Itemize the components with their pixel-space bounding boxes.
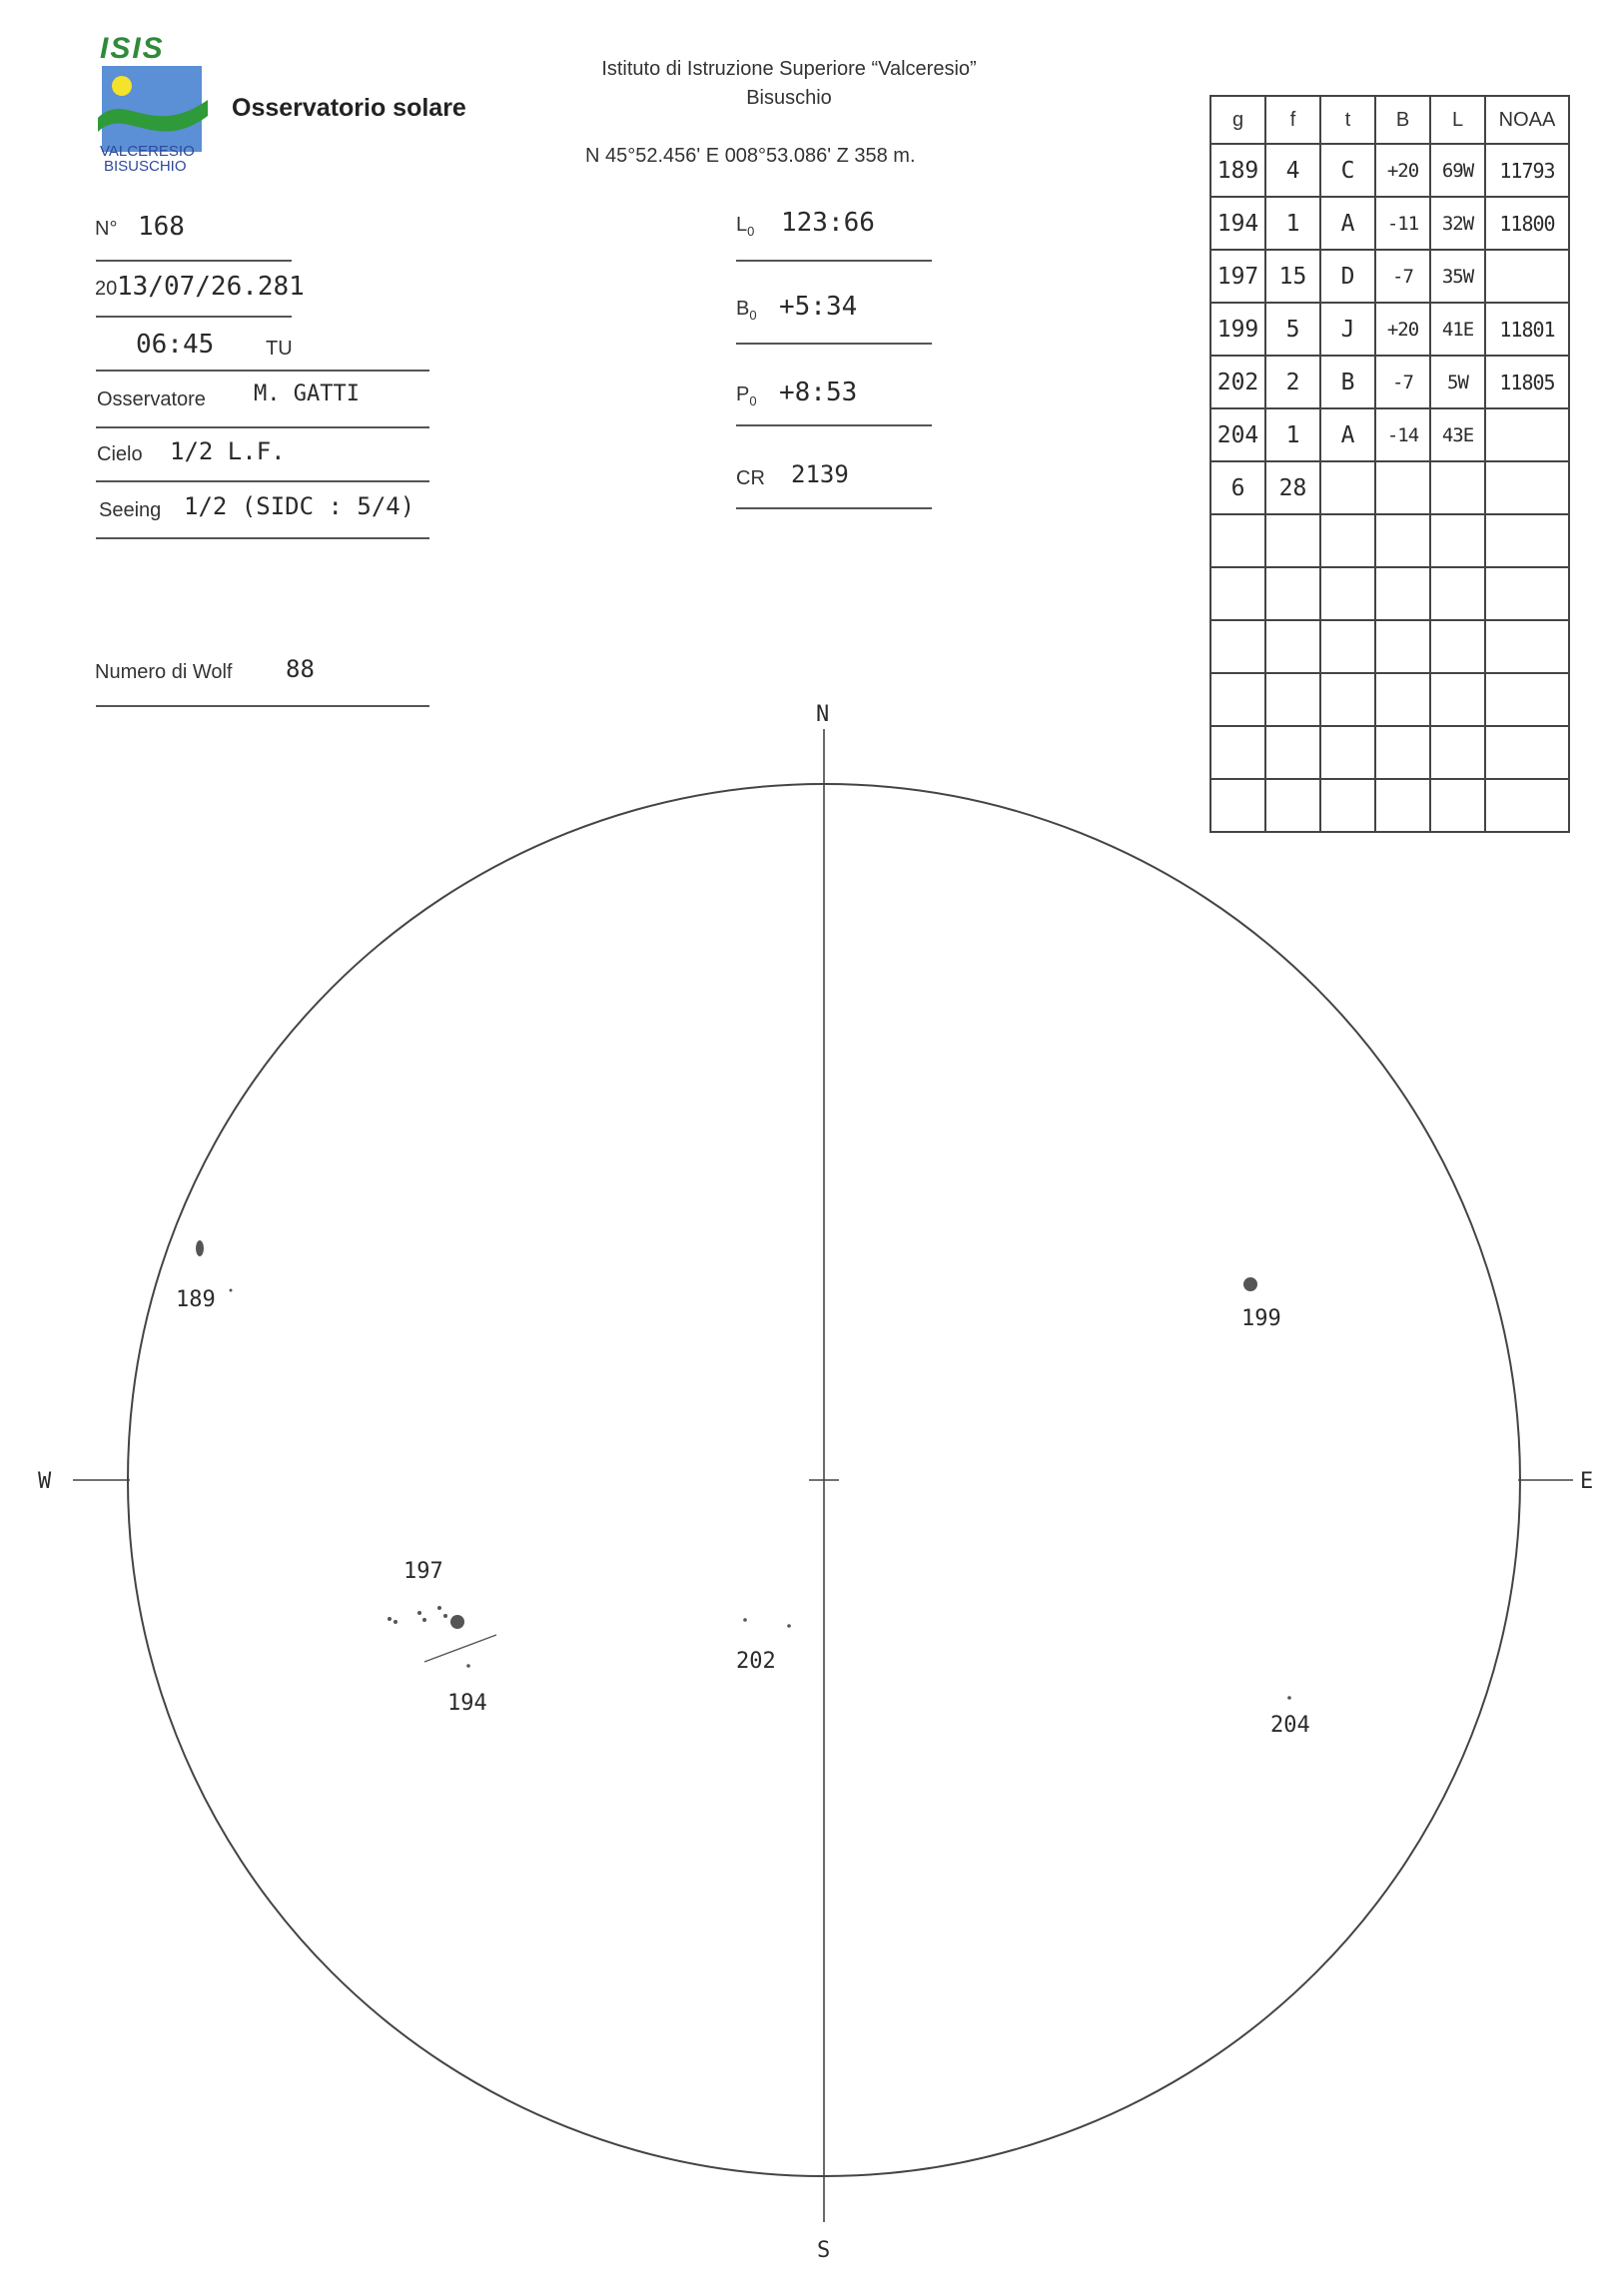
l0-value: 123:66 <box>781 208 875 238</box>
table-cell: 41E <box>1430 303 1485 356</box>
time-value: 06:45 <box>136 330 215 360</box>
table-cell: 11800 <box>1485 197 1569 250</box>
north-label: N <box>816 702 830 727</box>
number-label: N° <box>95 218 118 240</box>
table-cell: -14 <box>1375 408 1430 461</box>
sunspot-199 <box>1243 1277 1257 1291</box>
group-194-line <box>424 1635 496 1662</box>
group-label-199: 199 <box>1241 1306 1281 1331</box>
table-cell: 35W <box>1430 250 1485 303</box>
sunspot-204 <box>1287 1696 1291 1700</box>
cr-value: 2139 <box>791 460 849 488</box>
table-cell: 202 <box>1210 356 1265 408</box>
group-label-194: 194 <box>447 1691 487 1716</box>
table-cell: 204 <box>1210 408 1265 461</box>
group-label-202: 202 <box>736 1649 776 1674</box>
table-cell: 1 <box>1265 197 1320 250</box>
sky-value: 1/2 L.F. <box>170 437 286 465</box>
sky-label: Cielo <box>97 443 143 465</box>
table-header-g: g <box>1210 96 1265 144</box>
table-cell: 1 <box>1265 408 1320 461</box>
table-cell: B <box>1320 356 1375 408</box>
table-header-l: L <box>1430 96 1485 144</box>
institute-title: Istituto di Istruzione Superiore “Valceresio” <box>601 58 977 80</box>
sunspot-202-b <box>787 1624 791 1628</box>
table-cell: 11801 <box>1485 303 1569 356</box>
seeing-value: 1/2 (SIDC : 5/4) <box>184 492 415 520</box>
south-label: S <box>817 2238 831 2263</box>
group-label-197: 197 <box>403 1559 443 1584</box>
p0-value: +8:53 <box>779 378 858 407</box>
table-cell: -11 <box>1375 197 1430 250</box>
number-value: 168 <box>138 212 185 242</box>
sunspot-202-a <box>743 1618 747 1622</box>
table-cell: 69W <box>1430 144 1485 197</box>
table-cell: +20 <box>1375 303 1430 356</box>
table-cell: +20 <box>1375 144 1430 197</box>
p0-label: $P_0$ <box>736 383 757 408</box>
table-cell: A <box>1320 197 1375 250</box>
date-prefix: 20 <box>95 278 118 300</box>
sunspot-197-f <box>443 1614 447 1618</box>
date-value: 13/07/26.281 <box>117 272 305 302</box>
group-label-204: 204 <box>1270 1713 1310 1738</box>
table-header-b: B <box>1375 96 1430 144</box>
table-cell: -7 <box>1375 250 1430 303</box>
table-cell: 2 <box>1265 356 1320 408</box>
logo-subtitle-1: VALCERESIO <box>100 143 195 160</box>
l0-label: $L_0$ <box>736 214 755 239</box>
sunspot-197-c <box>417 1611 421 1615</box>
station-coordinates: N 45°52.456' E 008°53.086' Z 358 m. <box>585 145 916 167</box>
table-cell: -7 <box>1375 356 1430 408</box>
table-cell: 197 <box>1210 250 1265 303</box>
sunspot-194 <box>466 1664 470 1668</box>
sunspot-197-main <box>450 1615 464 1629</box>
table-header-f: f <box>1265 96 1320 144</box>
sunspot-189 <box>196 1240 204 1256</box>
table-cell: 5 <box>1265 303 1320 356</box>
table-cell: D <box>1320 250 1375 303</box>
table-cell: J <box>1320 303 1375 356</box>
table-cell: 199 <box>1210 303 1265 356</box>
observer-label: Osservatore <box>97 388 206 410</box>
sunspot-189-small <box>230 1289 233 1292</box>
seeing-label: Seeing <box>99 499 162 521</box>
table-cell: C <box>1320 144 1375 197</box>
table-cell: 15 <box>1265 250 1320 303</box>
table-cell: 11793 <box>1485 144 1569 197</box>
table-cell: 5W <box>1430 356 1485 408</box>
table-cell: 4 <box>1265 144 1320 197</box>
sunspot-197-b <box>394 1620 398 1624</box>
time-unit: TU <box>266 338 293 360</box>
west-label: W <box>38 1469 52 1494</box>
sunspot-197-d <box>422 1618 426 1622</box>
cr-label: CR <box>736 467 765 489</box>
table-cell: 189 <box>1210 144 1265 197</box>
table-cell: A <box>1320 408 1375 461</box>
table-cell: 11805 <box>1485 356 1569 408</box>
table-header-noaa: NOAA <box>1485 96 1569 144</box>
observer-value: M. GATTI <box>254 382 360 406</box>
wolf-label: Numero di Wolf <box>95 661 233 683</box>
observatory-title: Osservatorio solare <box>232 94 466 122</box>
table-cell: 43E <box>1430 408 1485 461</box>
b0-value: +5:34 <box>779 292 858 322</box>
table-header-t: t <box>1320 96 1375 144</box>
sunspot-197-e <box>437 1606 441 1610</box>
table-cell: 32W <box>1430 197 1485 250</box>
east-label: E <box>1580 1469 1594 1494</box>
b0-label: $B_0$ <box>736 298 757 323</box>
sunspot-197-a <box>388 1617 392 1621</box>
group-label-189: 189 <box>176 1287 216 1312</box>
logo-subtitle-2: BISUSCHIO <box>104 158 187 175</box>
table-cell: 194 <box>1210 197 1265 250</box>
table-cell: 28 <box>1265 461 1320 514</box>
table-cell: 6 <box>1210 461 1265 514</box>
logo-word: ISIS <box>100 32 165 65</box>
institute-town: Bisuschio <box>746 87 832 109</box>
wolf-value: 88 <box>286 655 315 683</box>
